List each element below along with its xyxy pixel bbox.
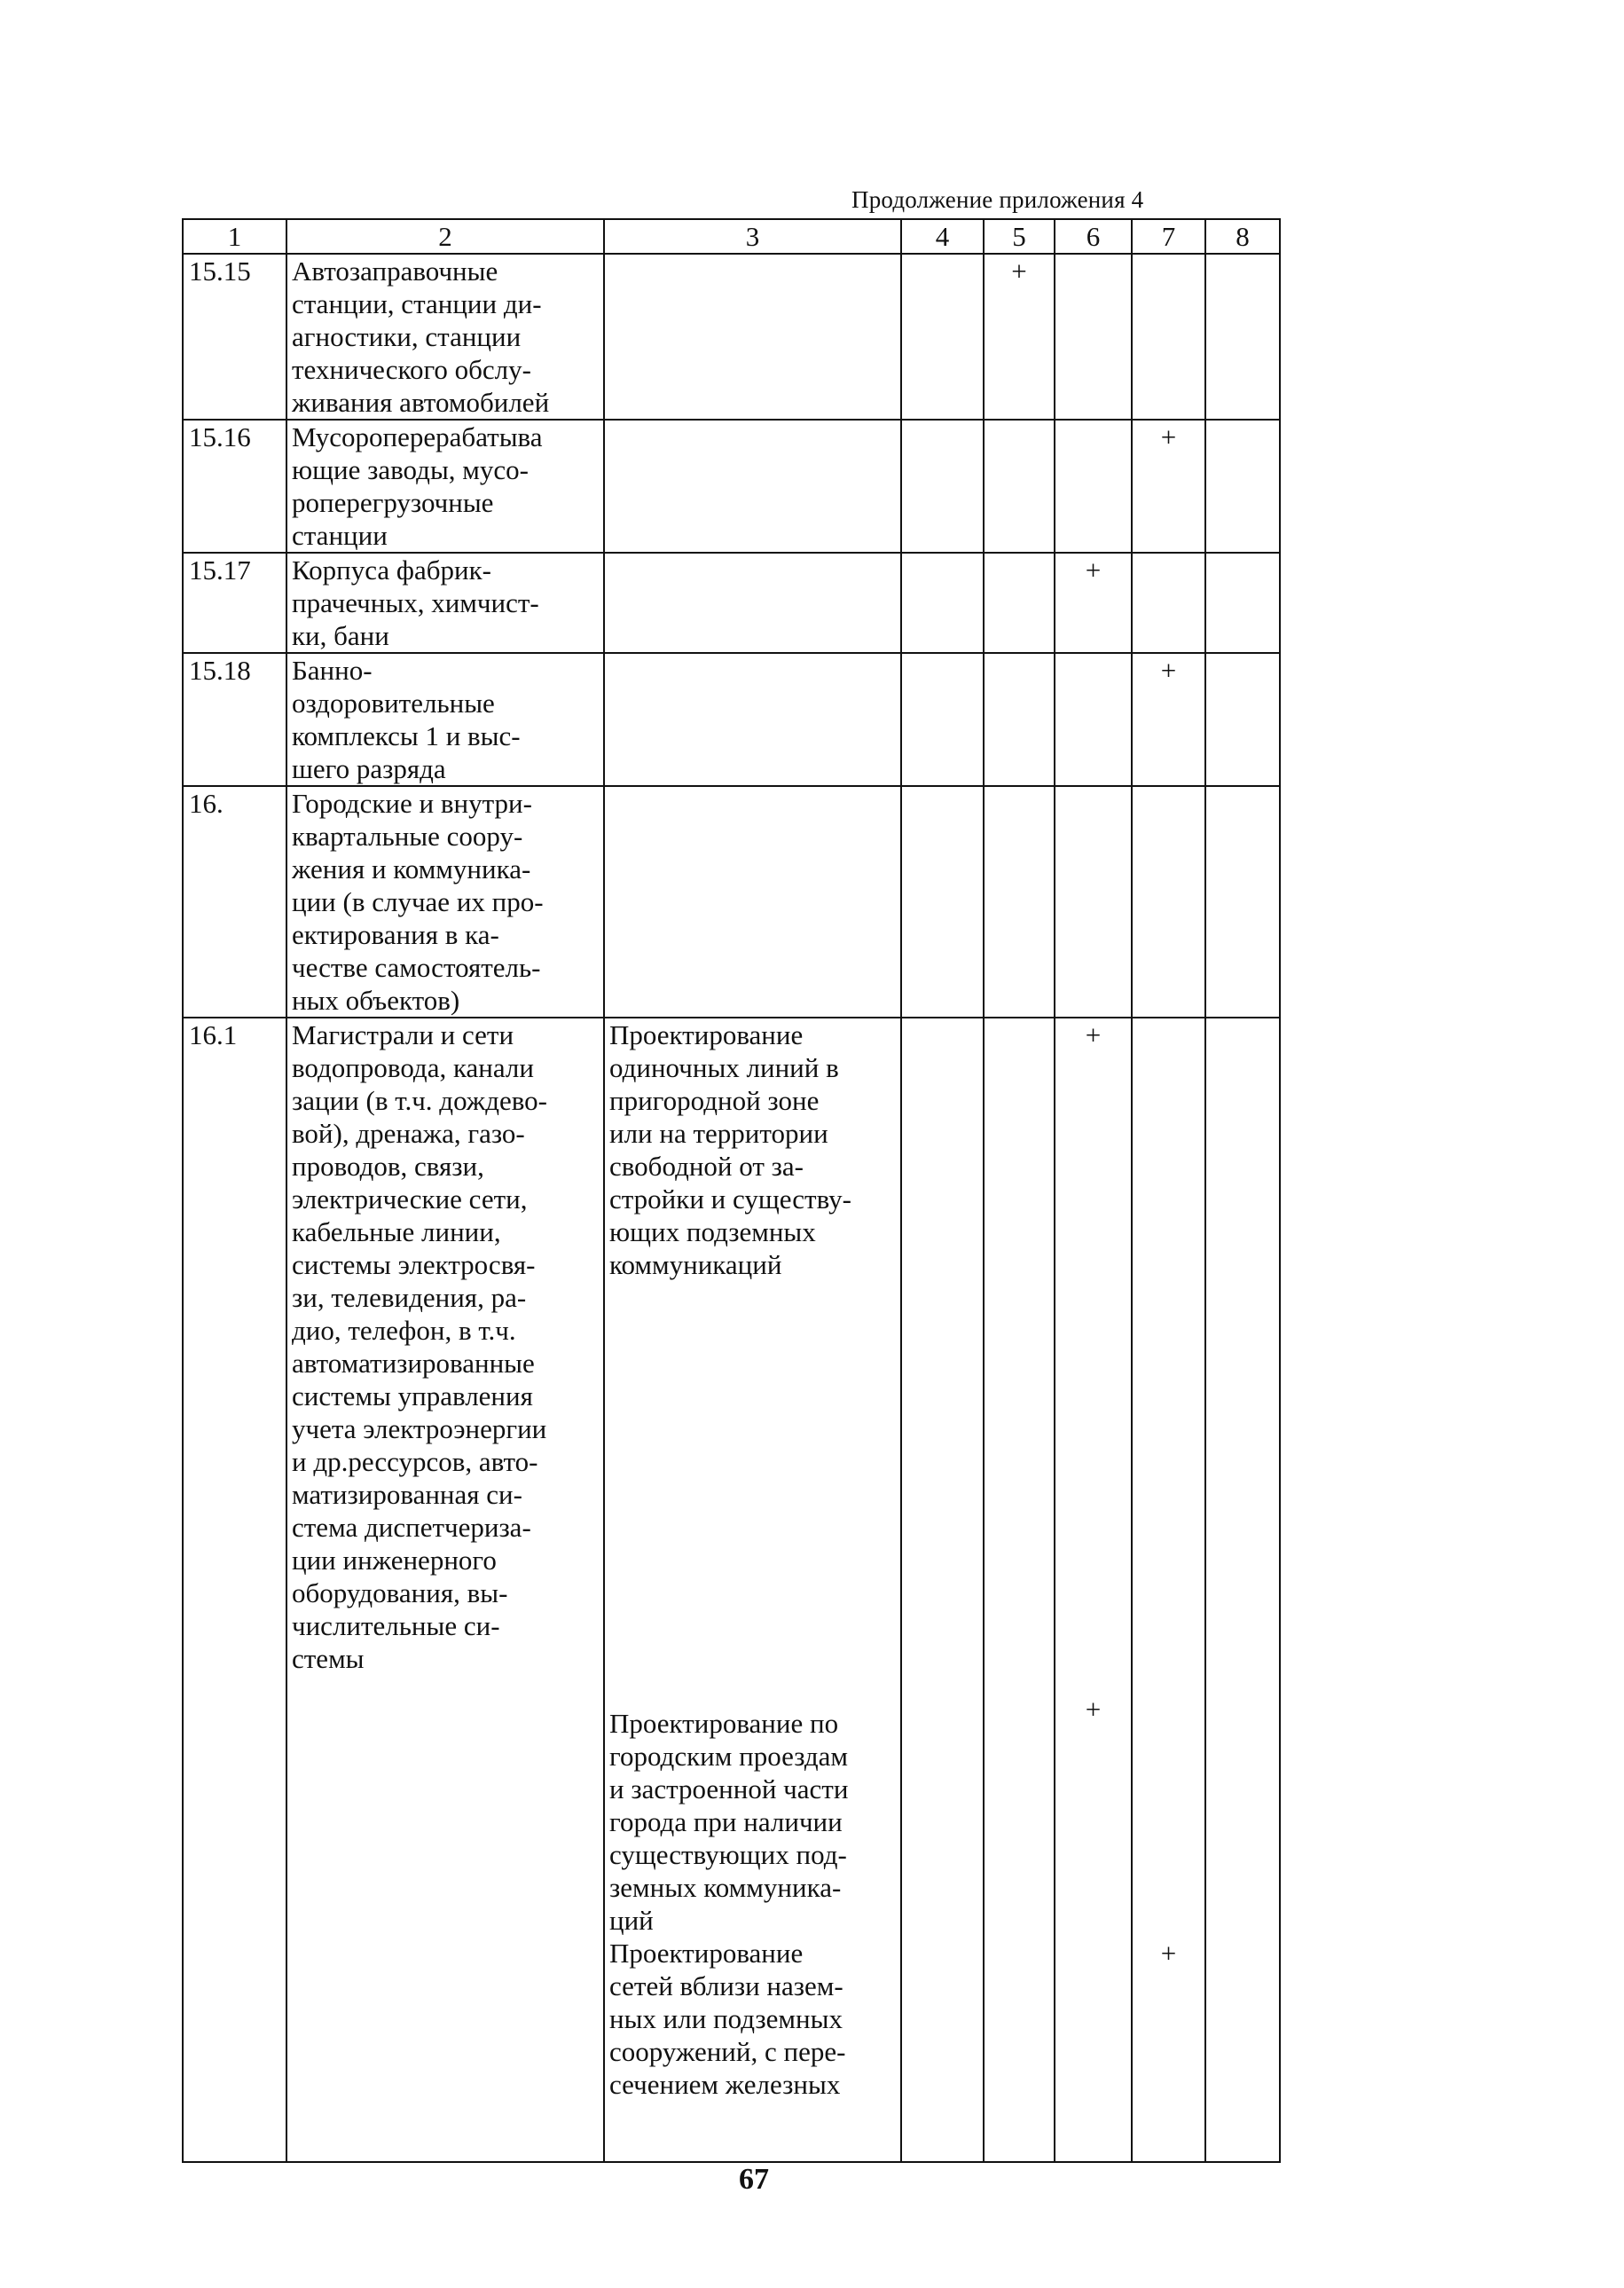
mark-cell-col-5 bbox=[984, 786, 1055, 1018]
plus-mark: + bbox=[1160, 421, 1177, 452]
mark-cell-col-7 bbox=[1132, 653, 1205, 786]
mark-cell-col-4 bbox=[901, 1018, 984, 2162]
object-name: Мусороперерабатыва ющие заводы, мусо- роперегрузочные станции bbox=[286, 420, 604, 553]
column-number: 3 bbox=[604, 219, 901, 254]
mark-cell-col-6 bbox=[1055, 653, 1132, 786]
mark-cell-col-6 bbox=[1055, 553, 1132, 653]
mark-cell-col-4 bbox=[901, 254, 984, 420]
mark-cell-col-6 bbox=[1055, 1018, 1132, 2162]
table-row bbox=[183, 553, 1280, 653]
column-number: 8 bbox=[1205, 219, 1280, 254]
object-name: Магистрали и сети водопровода, канали зации (в т.ч. дождево- вой), дренажа, газо- проводов, связи, электрические сети, кабельные линии, системы электросвя- зи, телевидения, ра- дио, телефон, в т.ч. автоматизированные системы управления учета электроэнергии и др.рессурсов, авто- матизированная си- стема диспетчериза- ции инженерного оборудования, вы- числительные си- стемы bbox=[286, 1018, 604, 2162]
mark-cell-col-4 bbox=[901, 420, 984, 553]
column-number-row bbox=[183, 219, 1280, 254]
mark-cell-col-8 bbox=[1205, 420, 1280, 553]
object-name: Банно- оздоровительные комплексы 1 и выс- шего разряда bbox=[286, 653, 604, 786]
item-number: 16.1 bbox=[183, 1018, 286, 2162]
item-number: 15.18 bbox=[183, 653, 286, 786]
column-number: 2 bbox=[286, 219, 604, 254]
design-condition bbox=[604, 553, 901, 653]
mark-cell-col-4 bbox=[901, 653, 984, 786]
mark-cell-col-4 bbox=[901, 553, 984, 653]
plus-mark: + bbox=[1160, 1938, 1177, 1969]
item-number: 15.15 bbox=[183, 254, 286, 420]
table-row bbox=[183, 653, 1280, 786]
column-number: 6 bbox=[1055, 219, 1132, 254]
mark-cell-col-8 bbox=[1205, 786, 1280, 1018]
mark-cell-col-5 bbox=[984, 1018, 1055, 2162]
table-row bbox=[183, 1018, 1280, 2162]
mark-cell-col-7 bbox=[1132, 553, 1205, 653]
column-number: 7 bbox=[1132, 219, 1205, 254]
object-name: Корпуса фабрик- прачечных, химчист- ки, бани bbox=[286, 553, 604, 653]
table-row bbox=[183, 786, 1280, 1018]
appendix-table bbox=[182, 218, 1281, 2163]
plus-mark: + bbox=[1160, 655, 1177, 686]
mark-cell-col-5 bbox=[984, 254, 1055, 420]
item-number: 16. bbox=[183, 786, 286, 1018]
design-condition bbox=[604, 254, 901, 420]
mark-cell-col-5 bbox=[984, 653, 1055, 786]
mark-cell-col-8 bbox=[1205, 653, 1280, 786]
column-number: 5 bbox=[984, 219, 1055, 254]
plus-mark: + bbox=[1085, 1694, 1102, 1725]
condition-block: Проектирование сетей вблизи назем- ных или подземных сооружений, с пере- сечением железных bbox=[609, 1938, 846, 2100]
item-number: 15.17 bbox=[183, 553, 286, 653]
object-name: Автозаправочные станции, станции ди- агностики, станции технического обслу- живания автомобилей bbox=[286, 254, 604, 420]
design-condition bbox=[604, 786, 901, 1018]
mark-cell-col-7 bbox=[1132, 420, 1205, 553]
mark-cell-col-7 bbox=[1132, 254, 1205, 420]
page-number: 67 bbox=[739, 2163, 769, 2196]
column-number: 4 bbox=[901, 219, 984, 254]
condition-block: Проектирование по городским проездам и застроенной части города при наличии существующих под- земных коммуника- ций bbox=[609, 1708, 849, 1936]
mark-cell-col-4 bbox=[901, 786, 984, 1018]
design-condition bbox=[604, 420, 901, 553]
object-name: Городские и внутри- квартальные соору- жения и коммуника- ции (в случае их про- ектирования в ка- честве самостоятель- ных объектов) bbox=[286, 786, 604, 1018]
mark-cell-col-5 bbox=[984, 553, 1055, 653]
mark-cell-col-6 bbox=[1055, 786, 1132, 1018]
design-condition bbox=[604, 1018, 901, 2162]
item-number: 15.16 bbox=[183, 420, 286, 553]
column-number: 1 bbox=[183, 219, 286, 254]
mark-cell-col-8 bbox=[1205, 1018, 1280, 2162]
mark-cell-col-7 bbox=[1132, 1018, 1205, 2162]
mark-cell-col-5 bbox=[984, 420, 1055, 553]
mark-cell-col-6 bbox=[1055, 254, 1132, 420]
plus-mark: + bbox=[1085, 1019, 1102, 1050]
design-condition bbox=[604, 653, 901, 786]
plus-mark: + bbox=[1011, 256, 1027, 287]
mark-cell-col-8 bbox=[1205, 254, 1280, 420]
table-row bbox=[183, 254, 1280, 420]
mark-cell-col-6 bbox=[1055, 420, 1132, 553]
continuation-heading: Продолжение приложения 4 bbox=[851, 186, 1144, 213]
plus-mark: + bbox=[1085, 554, 1102, 586]
table-row bbox=[183, 420, 1280, 553]
condition-block: Проектирование одиночных линий в пригородной зоне или на территории свободной от за- стройки и существу- ющих подземных коммуникаций bbox=[609, 1019, 851, 1280]
mark-cell-col-8 bbox=[1205, 553, 1280, 653]
mark-cell-col-7 bbox=[1132, 786, 1205, 1018]
